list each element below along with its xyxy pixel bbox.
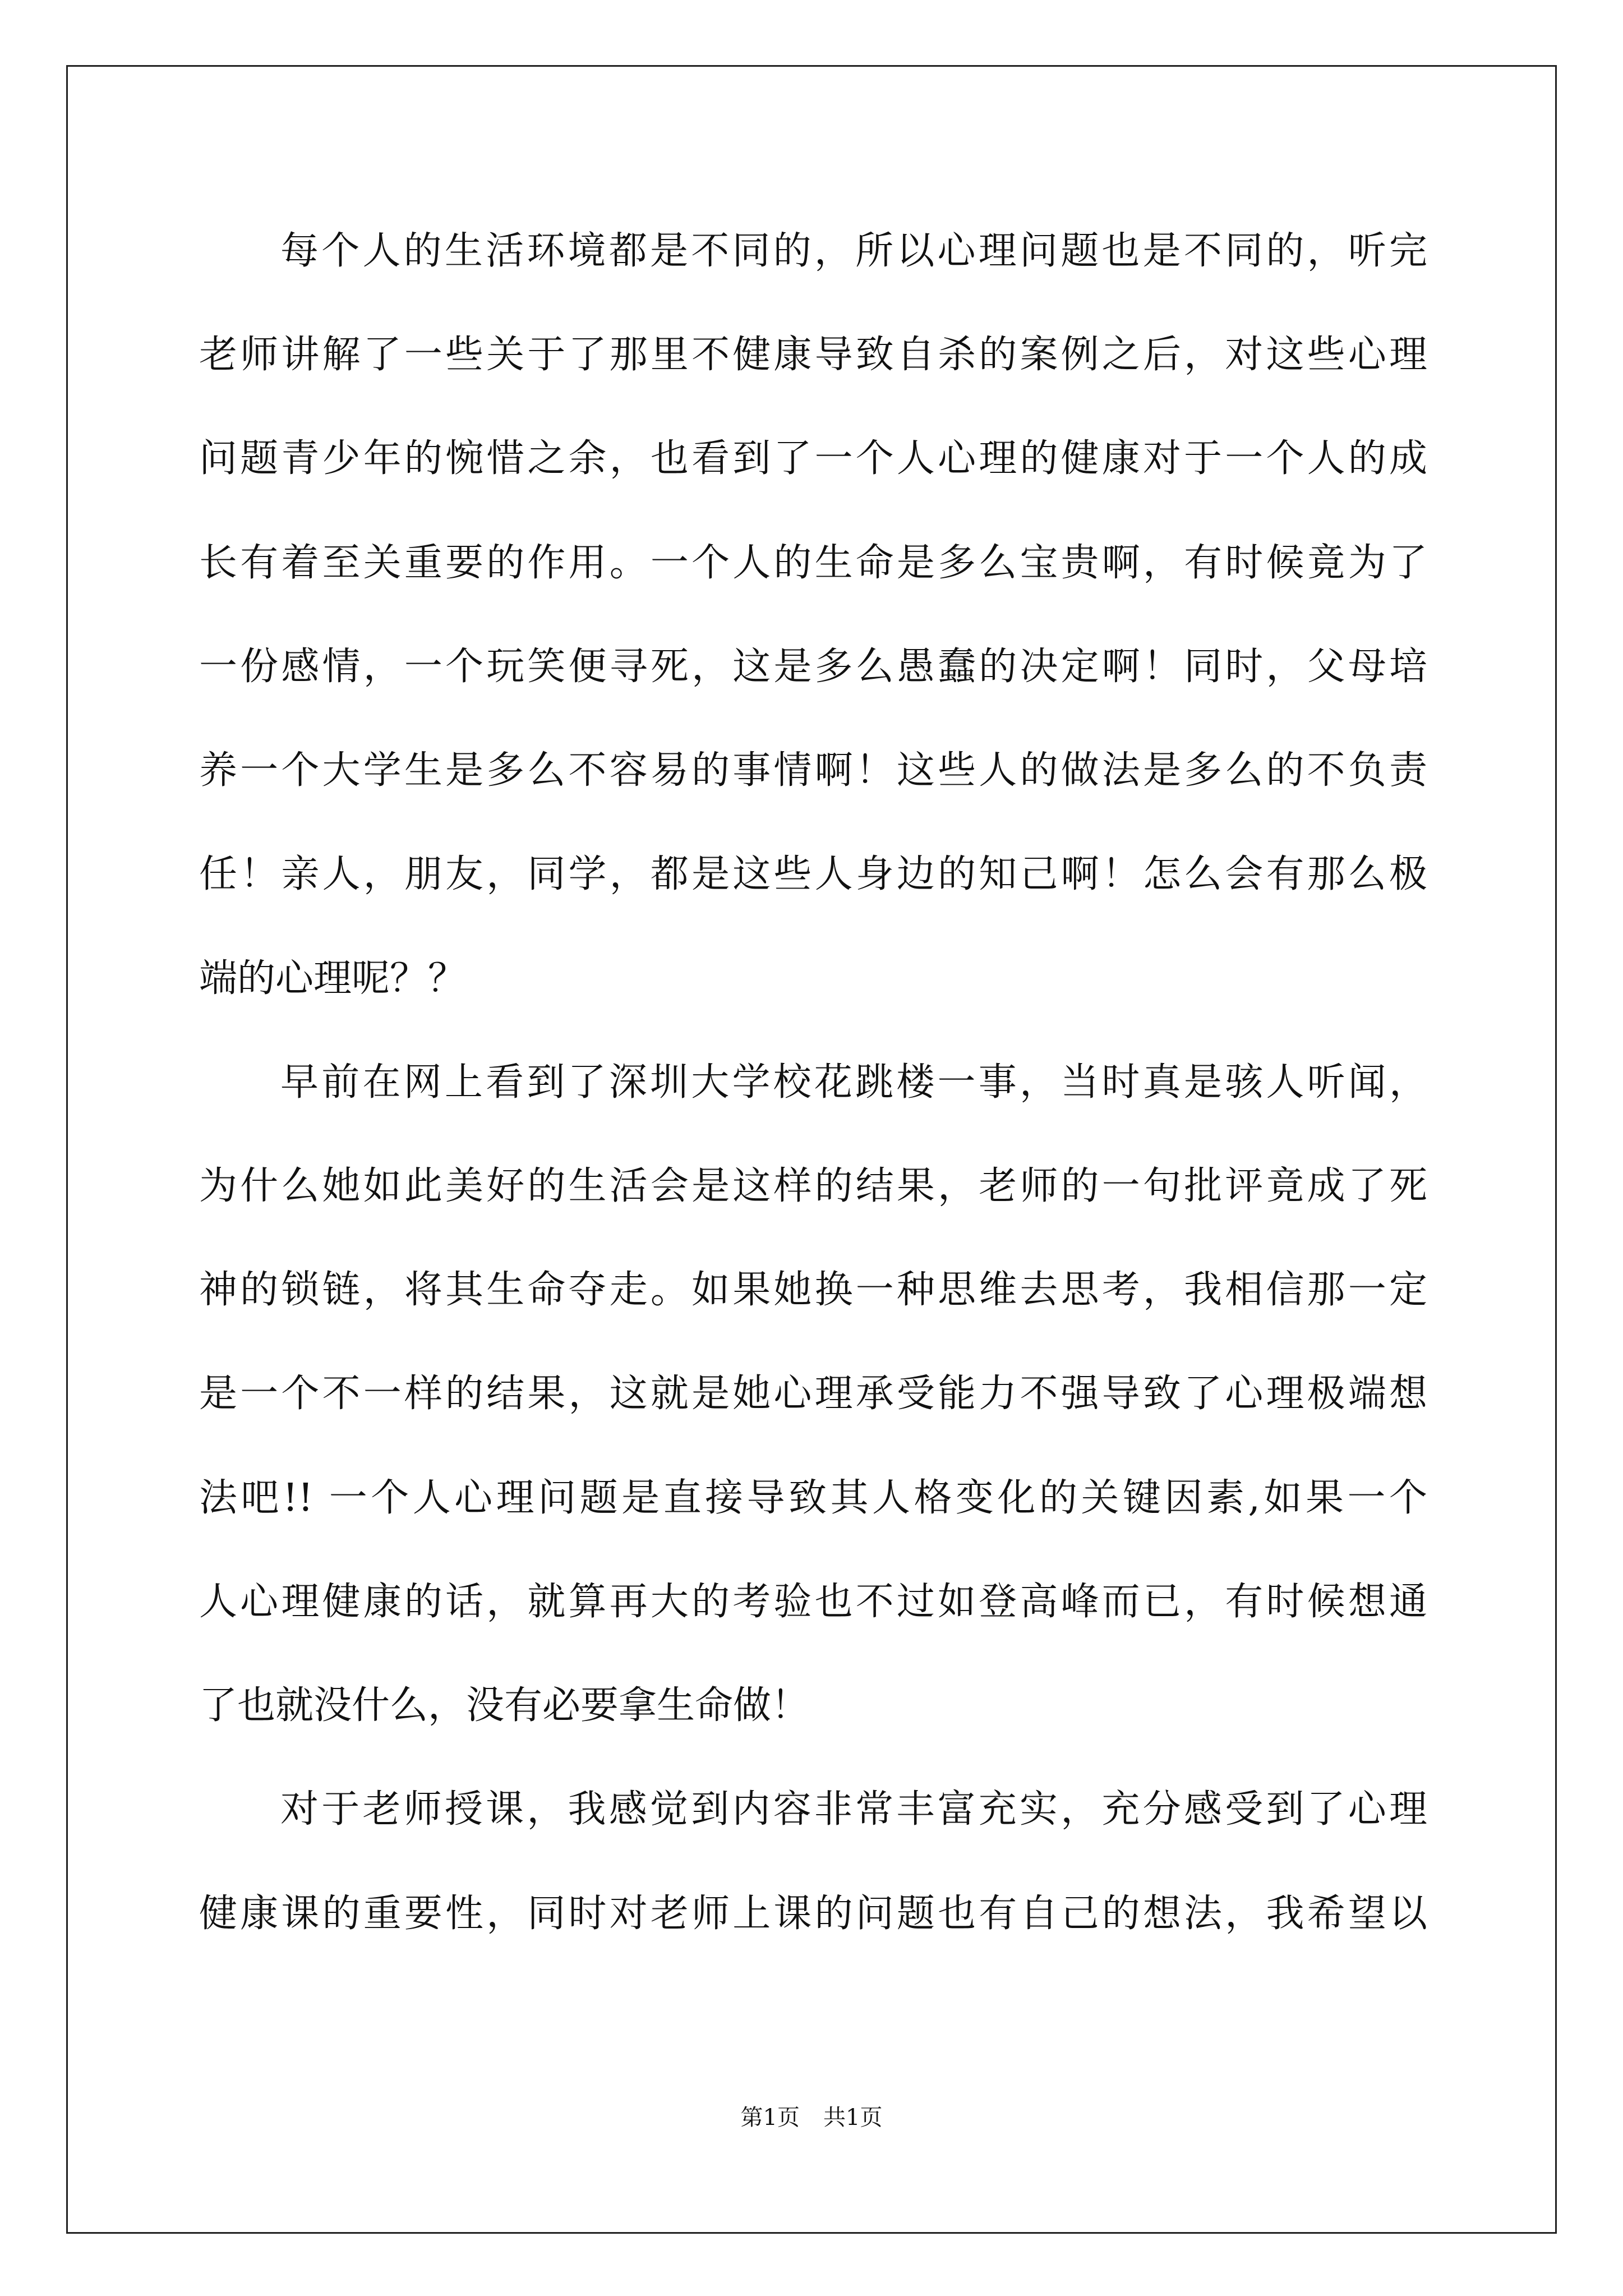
page-number-total: 共1页 [823,2105,883,2131]
page-footer [0,2101,1623,2134]
paragraph-1-line-8: 端的心理呢？？ [199,956,467,1001]
paragraph-1-line-1: 每个人的生活环境都是不同的，所以心理问题也是不同的，听完 [280,229,1427,273]
paragraph-2-line-7: 了也就没什么，没有必要拿生命做！ [199,1683,810,1728]
paragraph-2-line-5: 法吧!! 一个人心理问题是直接导致其人格变化的关键因素,如果一个 [199,1476,1427,1520]
paragraph-1-line-3: 问题青少年的惋惜之余，也看到了一个人心理的健康对于一个人的成 [199,436,1427,481]
paragraph-3-line-1: 对于老师授课，我感觉到内容非常丰富充实，充分感受到了心理 [280,1787,1427,1832]
paragraph-1-line-5: 一份感情，一个玩笑便寻死，这是多么愚蠢的决定啊！同时，父母培 [199,645,1427,689]
paragraph-1-line-6: 养一个大学生是多么不容易的事情啊！这些人的做法是多么的不负责 [199,748,1427,793]
paragraph-2-line-4: 是一个不一样的结果，这就是她心理承受能力不强导致了心理极端想 [199,1372,1427,1416]
paragraph-2-line-2: 为什么她如此美好的生活会是这样的结果，老师的一句批评竟成了死 [199,1164,1427,1208]
paragraph-2-line-1: 早前在网上看到了深圳大学校花跳楼一事，当时真是骇人听闻， [280,1060,1427,1105]
paragraph-1-line-7: 任！亲人，朋友，同学，都是这些人身边的知己啊！怎么会有那么极 [199,852,1427,896]
paragraph-3-line-2: 健康课的重要性，同时对老师上课的问题也有自己的想法，我希望以 [199,1892,1427,1936]
page-number-current: 第1页 [740,2105,800,2131]
paragraph-1-line-4: 长有着至关重要的作用。一个人的生命是多么宝贵啊，有时候竟为了 [199,541,1427,585]
paragraph-2-line-6: 人心理健康的话，就算再大的考验也不过如登高峰而已，有时候想通 [199,1580,1427,1624]
paragraph-2-line-3: 神的锁链，将其生命夺走。如果她换一种思维去思考，我相信那一定 [199,1268,1427,1312]
paragraph-1-line-2: 老师讲解了一些关于了那里不健康导致自杀的案例之后，对这些心理 [199,333,1427,377]
